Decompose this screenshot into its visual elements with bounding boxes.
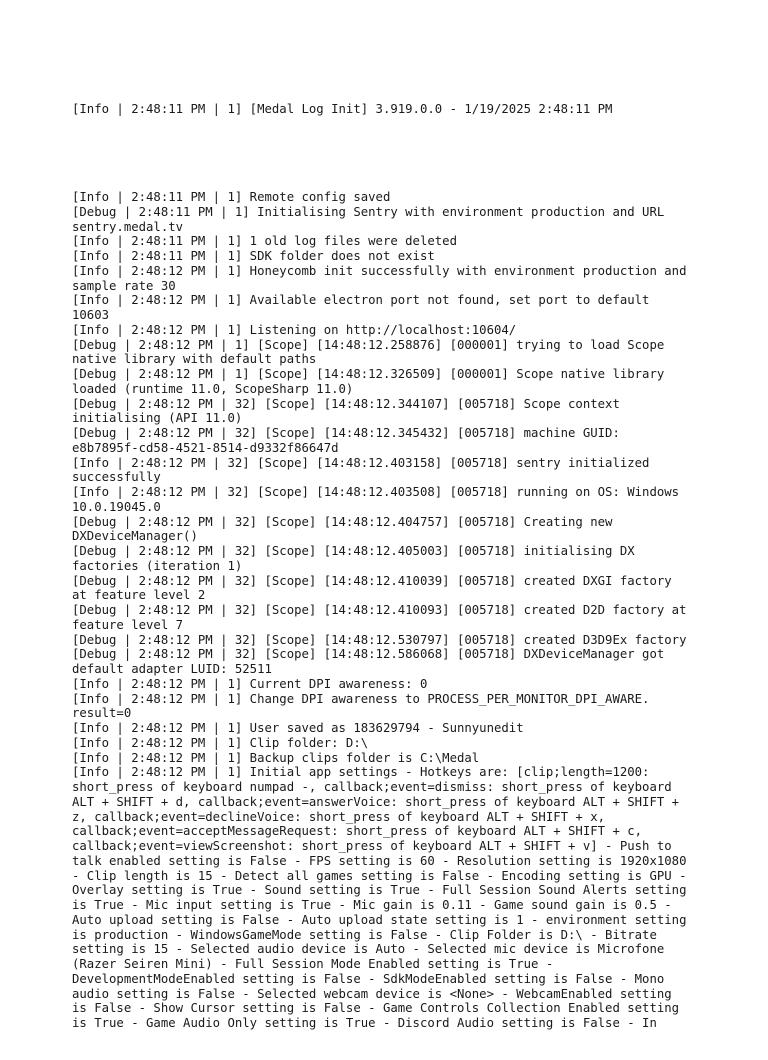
log-line: callback;event=acceptMessageRequest: short_press of keyboard ALT + SHIFT + c,	[72, 824, 643, 839]
log-line: [Debug | 2:48:12 PM | 32] [Scope] [14:48:12.410039] [005718] created DXGI factory	[72, 573, 672, 588]
log-line: is production - WindowsGameMode setting is False - Clip Folder is D:\ - Bitrate	[72, 927, 657, 942]
log-line: loaded (runtime 11.0, ScopeSharp 11.0)	[72, 381, 354, 396]
log-line: (Razer Seiren Mini) - Full Session Mode Enabled setting is True -	[72, 957, 554, 971]
log-line: sentry.medal.tv	[72, 219, 184, 234]
log-lines	[72, 190, 700, 1031]
log-text	[72, 72, 700, 1060]
log-line: result=0	[72, 706, 132, 721]
log-line: 10.0.19045.0	[72, 499, 161, 514]
log-line: default adapter LUID: 52511	[72, 662, 272, 676]
log-line: sample rate 30	[72, 278, 176, 293]
log-line: [Info | 2:48:12 PM | 1] Current DPI awareness: 0	[72, 676, 428, 691]
log-line: successfully	[72, 470, 161, 485]
log-line: is True - Game Audio Only setting is True - Discord Audio setting is False - In	[72, 1016, 657, 1030]
log-line: [Debug | 2:48:12 PM | 32] [Scope] [14:48:12.410093] [005718] created D2D factory at	[72, 603, 687, 617]
log-line: [Info | 2:48:12 PM | 1] Change DPI awareness to PROCESS_PER_MONITOR_DPI_AWARE.	[72, 691, 650, 706]
log-line: [Info | 2:48:12 PM | 1] Listening on http://localhost:10604/	[72, 322, 517, 337]
log-line: audio setting is False - Selected webcam device is <None> - WebcamEnabled setting	[72, 986, 672, 1001]
log-line: is False - Show Cursor setting is False - Game Controls Collection Enabled setting	[72, 1001, 680, 1016]
log-line: DevelopmentModeEnabled setting is False - SdkModeEnabled setting is False - Mono	[72, 971, 665, 986]
log-line: [Debug | 2:48:11 PM | 1] Initialising Sentry with environment production and URL	[72, 204, 665, 219]
log-line: [Info | 2:48:11 PM | 1] Remote config saved	[72, 190, 391, 204]
log-line: [Debug | 2:48:12 PM | 32] [Scope] [14:48:12.586068] [005718] DXDeviceManager got	[72, 647, 665, 662]
log-line: Overlay setting is True - Sound setting is True - Full Session Sound Alerts setting	[72, 883, 687, 898]
log-line: at feature level 2	[72, 588, 206, 603]
log-line: feature level 7	[72, 617, 184, 632]
log-line: [Debug | 2:48:12 PM | 32] [Scope] [14:48:12.345432] [005718] machine GUID:	[72, 426, 620, 440]
log-line: short_press of keyboard numpad -, callback;event=dismiss: short_press of keyboard	[72, 780, 672, 794]
log-line: Auto upload setting is False - Auto upload state setting is 1 - environment setting	[72, 912, 687, 927]
log-line: [Info | 2:48:12 PM | 32] [Scope] [14:48:12.403158] [005718] sentry initialized	[72, 455, 650, 470]
log-line: 10603	[72, 308, 110, 322]
log-line: [Info | 2:48:12 PM | 32] [Scope] [14:48:12.403508] [005718] running on OS: Windows	[72, 485, 680, 499]
log-line: initialising (API 11.0)	[72, 411, 243, 426]
log-line: [Info | 2:48:12 PM | 1] Backup clips folder is C:\Medal	[72, 750, 480, 765]
log-line: setting is 15 - Selected audio device is Auto - Selected mic device is Microfone	[72, 942, 665, 957]
log-line: - Clip length is 15 - Detect all games setting is False - Encoding setting is GPU -	[72, 868, 687, 883]
log-line: [Debug | 2:48:12 PM | 32] [Scope] [14:48:12.344107] [005718] Scope context	[72, 396, 620, 411]
log-line: talk enabled setting is False - FPS setting is 60 - Resolution setting is 1920x1080	[72, 853, 687, 868]
log-line: native library with default paths	[72, 352, 317, 367]
log-line: [Info | 2:48:11 PM | 1] SDK folder does not exist	[72, 249, 435, 263]
log-line: factories (iteration 1)	[72, 558, 243, 573]
log-line: callback;event=viewScreenshot: short_press of keyboard ALT + SHIFT + v] - Push to	[72, 839, 672, 853]
log-line: [Info | 2:48:12 PM | 1] User saved as 183629794 - Sunnyunedit	[72, 721, 524, 735]
log-line: [Info | 2:48:12 PM | 1] Clip folder: D:\	[72, 735, 369, 750]
log-line: [Debug | 2:48:12 PM | 1] [Scope] [14:48:12.258876] [000001] trying to load Scope	[72, 337, 665, 352]
log-line: is True - Mic input setting is True - Mic gain is 0.11 - Game sound gain is 0.5 -	[72, 898, 672, 912]
log-line: [Debug | 2:48:12 PM | 32] [Scope] [14:48:12.405003] [005718] initialising DX	[72, 544, 635, 558]
log-line: DXDeviceManager()	[72, 529, 198, 544]
log-line: [Info | 2:48:12 PM | 1] Available electron port not found, set port to default	[72, 293, 650, 308]
log-line: [Debug | 2:48:12 PM | 32] [Scope] [14:48:12.404757] [005718] Creating new	[72, 514, 613, 529]
log-line: e8b7895f-cd58-4521-8514-d9332f86647d	[72, 440, 339, 455]
log-line: [Info | 2:48:12 PM | 1] Initial app settings - Hotkeys are: [clip;length=1200:	[72, 765, 650, 780]
blank-line	[72, 146, 700, 161]
log-line: [Debug | 2:48:12 PM | 1] [Scope] [14:48:12.326509] [000001] Scope native library	[72, 367, 665, 381]
log-line: ALT + SHIFT + d, callback;event=answerVoice: short_press of keyboard ALT + SHIFT +	[72, 794, 680, 809]
log-line: [Info | 2:48:11 PM | 1] 1 old log files were deleted	[72, 234, 457, 249]
log-line: [Info | 2:48:12 PM | 1] Honeycomb init successfully with environment production and	[72, 263, 687, 278]
log-line: [Debug | 2:48:12 PM | 32] [Scope] [14:48:12.530797] [005718] created D3D9Ex factory	[72, 632, 687, 647]
log-line: z, callback;event=declineVoice: short_press of keyboard ALT + SHIFT + x,	[72, 809, 606, 824]
log-header-line: [Info | 2:48:11 PM | 1] [Medal Log Init] 3.919.0.0 - 1/19/2025 2:48:11 PM	[72, 101, 613, 116]
